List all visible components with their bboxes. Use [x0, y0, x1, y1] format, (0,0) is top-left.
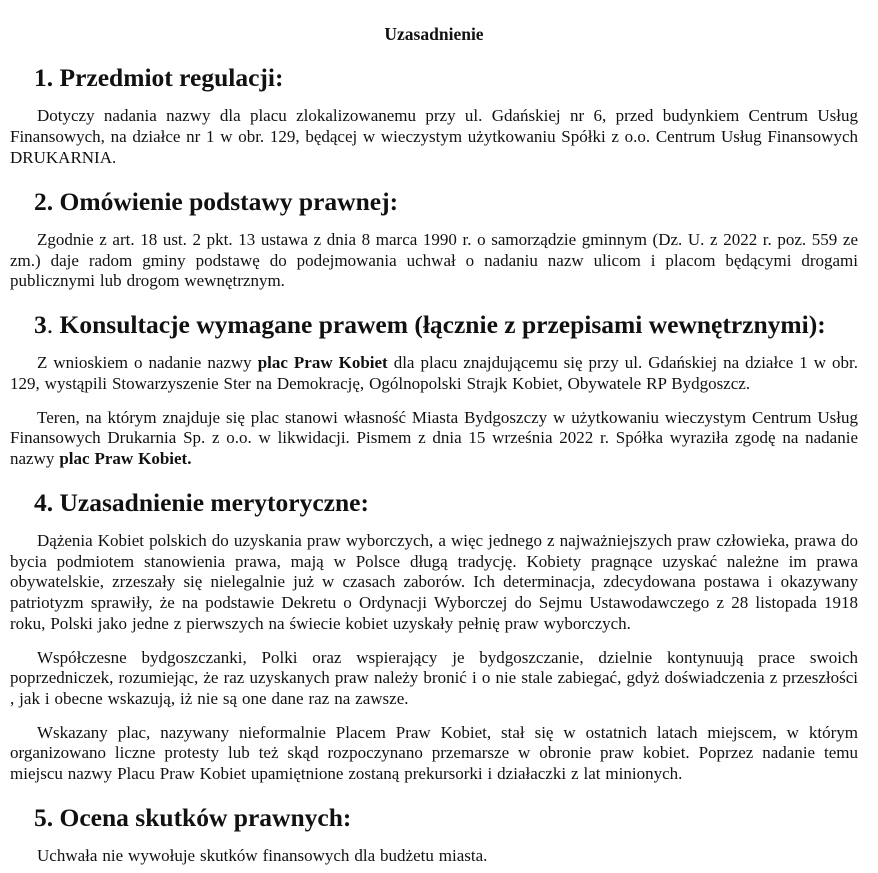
text-segment: plac Praw Kobiet. — [59, 449, 192, 469]
text-segment: Z wnioskiem o nadanie nazwy — [37, 353, 258, 373]
text-segment: 3 — [34, 309, 47, 339]
section-heading — [10, 186, 858, 217]
text-segment: Zgodnie z art. 18 ust. 2 pkt. 13 ustawa z dnia 8 marca 1990 r. o samorządzie gminnym (Dz. U. z 2022 r. poz. 559 ze zm.) daje radom gminy podstawę do podejmowania uchwał o nadaniu nazw ulicom i placom będącymi drogami publicznymi lub drogom wewnętrznym. — [10, 229, 858, 291]
text-segment: . — [46, 309, 60, 339]
text-segment: Dotyczy nadania nazwy dla placu zlokalizowanemu przy ul. Gdańskiej nr 6, przed budynkiem Centrum Usług Finansowych, na działce nr 1 w obr. 129, będącej w wieczystym użytkowaniu Spółki z o.o. Centrum Usług Finansowych DRUKARNIA. — [10, 106, 858, 167]
section-heading — [10, 62, 858, 93]
text-segment: 1. Przedmiot regulacji: — [34, 63, 284, 93]
body-paragraph — [10, 648, 858, 710]
document-body — [10, 62, 858, 866]
body-paragraph — [10, 723, 858, 785]
text-segment: Konsultacje wymagane prawem (łącznie z przepisami wewnętrznymi): — [59, 309, 826, 339]
text-segment: plac Praw Kobiet — [257, 353, 388, 373]
text-segment: Współczesne bydgoszczanki, Polki oraz wspierający je bydgoszczanie, dzielnie kontynuują prace swoich poprzedniczek, rozumiejąc, że raz uzyskanych praw należy bronić i o nie stale zabiegać, gdyż doświadczenia z przeszłości , jak i obecne wskazują, iż nie są one dane raz na zawsze. — [10, 647, 858, 708]
text-segment: 4. Uzasadnienie merytoryczne: — [34, 487, 369, 517]
text-segment: dla placu znajdującemu się przy ul. Gdańskiej na działce 1 w obr. 129, wystąpili Stowarzyszenie Ster na Demokrację, Ogólnopolski Strajk Kobiet, Obywatele RP Bydgoszcz. — [10, 353, 859, 393]
text-segment: Dążenia Kobiet polskich do uzyskania praw wyborczych, a więc jednego z najważniejszych praw człowieka, prawa do bycia podmiotem stanowienia prawa, mają w Polsce długą tradycję. Kobiety pragnące uzyskać należne im prawa obywatelskie, zrzeszały się nielegalnie już w czasach zaborów. Ich determinacja, zdecydowana postawa i okazywany patriotyzm sprawiły, że na podstawie Dekretu o Ordynacji Wyborczej do Sejmu Ustawodawczego z 28 listopada 1918 roku, Polski jako jedne z pierwszych na świecie kobiet uzyskały pełnię praw wyborczych. — [10, 530, 858, 633]
text-segment: 5. Ocena skutków prawnych: — [34, 802, 352, 832]
text-segment: Uchwała nie wywołuje skutków finansowych dla budżetu miasta. — [37, 846, 488, 866]
document-title: Uzasadnienie — [384, 24, 484, 44]
body-paragraph — [10, 531, 858, 635]
body-paragraph — [10, 846, 858, 867]
section-heading — [10, 802, 858, 833]
body-paragraph — [10, 106, 858, 168]
text-segment: Teren, na którym znajduje się plac stanowi własność Miasta Bydgoszczy w użytkowaniu wieczystym Centrum Usług Finansowych Drukarnia Sp. z o.o. w likwidacji. Pismem z dnia 15 września 2022 r. Spółka wyraziła zgodę na nadanie nazwy — [10, 407, 858, 469]
body-paragraph — [10, 230, 858, 292]
text-segment: 2. Omówienie podstawy prawnej: — [34, 186, 399, 216]
section-heading — [10, 309, 858, 340]
section-heading — [10, 487, 858, 518]
body-paragraph — [10, 408, 858, 470]
body-paragraph — [10, 353, 858, 394]
text-segment: Wskazany plac, nazywany nieformalnie Placem Praw Kobiet, stał się w ostatnich latach miejscem, w którym organizowano liczne protesty lub też skąd rozpoczynano przemarsze w obronie praw kobiet. Poprzez nadanie temu miejscu nazwy Placu Praw Kobiet upamiętnione zostaną prekursorki i działaczki z lat minionych. — [10, 722, 858, 784]
